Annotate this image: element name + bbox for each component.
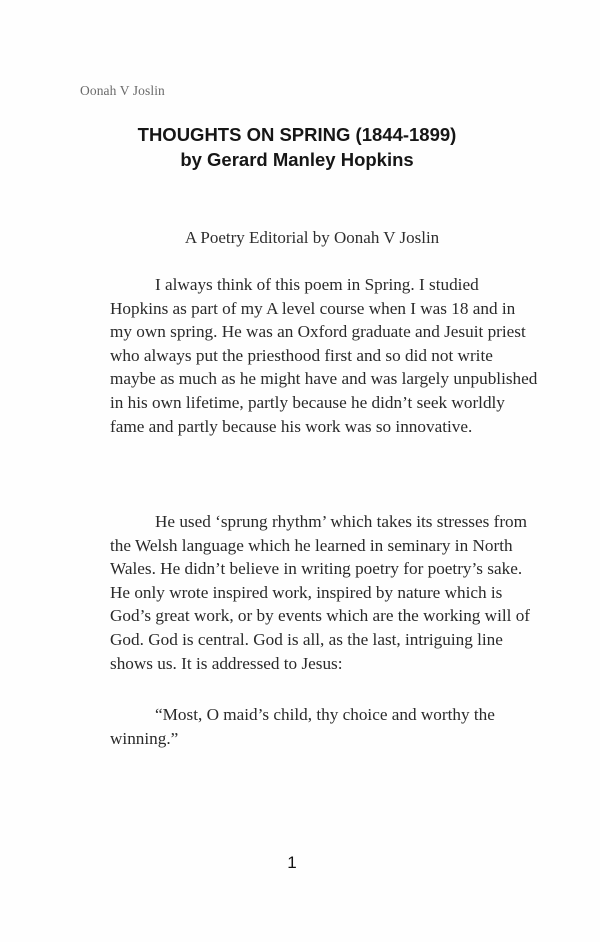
page-number: 1 [287,853,297,872]
text-line: my own spring. He was an Oxford graduate and Jesuit priest [110,322,526,342]
text-line: He used ‘sprung rhythm’ which takes its stresses from [155,512,528,531]
document-title: THOUGHTS ON SPRING (1844-1899) [137,124,457,145]
text-line: Hopkins as part of my A level course when I was 18 and in [110,298,516,318]
text-line: who always put the priesthood first and so did not write [110,345,493,365]
text-line: I always think of this poem in Spring. I studied [155,275,479,294]
text-line: Wales. He didn’t believe in writing poetry for poetry’s sake. [110,559,523,579]
text-line: “Most, O maid’s child, thy choice and worthy the [155,705,495,724]
text-line: in his own lifetime, partly because he didn’t seek worldly [110,392,505,412]
text-line: shows us. It is addressed to Jesus: [110,653,343,673]
document-byline: by Gerard Manley Hopkins [180,149,414,170]
text-line: the Welsh language which he learned in seminary in North [110,535,513,555]
text-line: God. God is central. God is all, as the last, intriguing line [110,629,503,649]
text-line: He only wrote inspired work, inspired by nature which is [110,582,503,602]
editorial-subtitle: A Poetry Editorial by Oonah V Joslin [184,228,440,247]
text-line: God’s great work, or by events which are the working will of [110,606,531,626]
paragraph-2 [110,510,550,675]
running-header: Oonah V Joslin [80,83,165,98]
text-line: winning.” [110,728,179,748]
text-line: maybe as much as he might have and was largely unpublished [110,369,538,389]
paragraph-1 [110,273,550,438]
poem-quote [110,703,550,750]
text-line: fame and partly because his work was so innovative. [110,416,473,436]
